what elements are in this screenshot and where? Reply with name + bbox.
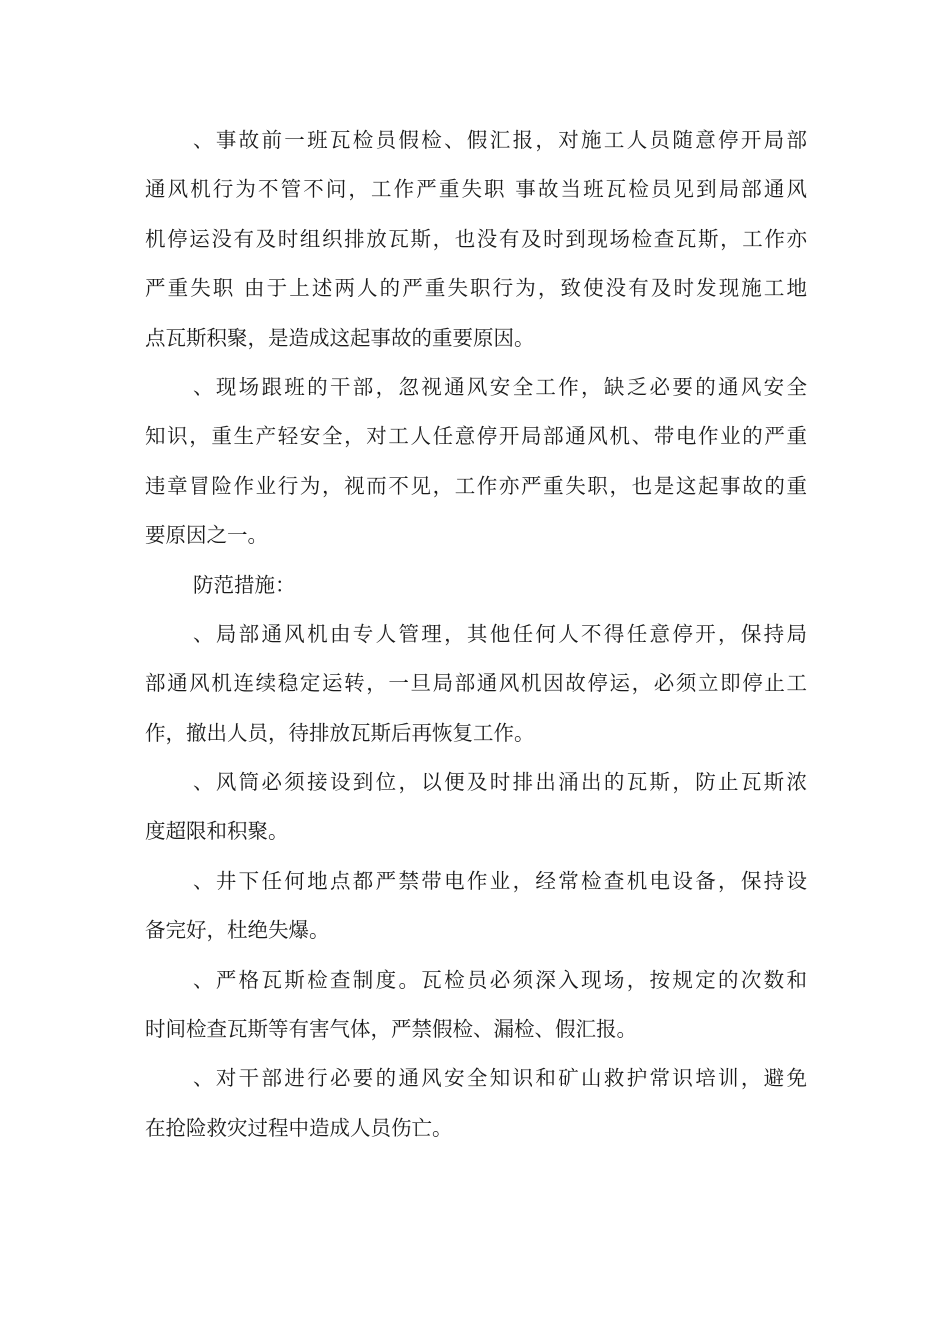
text-line: 要原因之一。 bbox=[145, 523, 268, 548]
text-line: 、风筒必须接设到位，以便及时排出涌出的瓦斯，防止瓦斯浓 bbox=[193, 770, 807, 795]
text-line: 、井下任何地点都严禁带电作业，经常检查机电设备，保持设 bbox=[193, 868, 807, 893]
text-line: 机停运没有及时组织排放瓦斯，也没有及时到现场检查瓦斯，工作亦 bbox=[145, 226, 807, 251]
paragraph-cause-gas-inspector bbox=[145, 116, 807, 363]
text-line: 、对干部进行必要的通风安全知识和矿山救护常识培训，避免 bbox=[193, 1066, 807, 1091]
paragraph-measure-live-work bbox=[145, 857, 807, 956]
text-line: 违章冒险作业行为，视而不见，工作亦严重失职，也是这起事故的重 bbox=[145, 473, 807, 498]
text-line: 通风机行为不管不问，工作严重失职 事故当班瓦检员见到局部通风 bbox=[145, 177, 807, 202]
text-line: 点瓦斯积聚，是造成这起事故的重要原因。 bbox=[145, 325, 535, 350]
document-body bbox=[145, 116, 807, 1153]
text-line: 在抢险救灾过程中造成人员伤亡。 bbox=[145, 1115, 453, 1140]
text-line: 部通风机连续稳定运转，一旦局部通风机因故停运，必须立即停止工 bbox=[145, 671, 807, 696]
text-line: 作，撤出人员，待排放瓦斯后再恢复工作。 bbox=[145, 720, 535, 745]
paragraph-measure-fan-management bbox=[145, 610, 807, 758]
section-heading-preventive-measures bbox=[145, 561, 807, 610]
text-line: 知识，重生产轻安全，对工人任意停开局部通风机、带电作业的严重 bbox=[145, 424, 807, 449]
paragraph-cause-cadre bbox=[145, 363, 807, 561]
text-line: 、事故前一班瓦检员假检、假汇报，对施工人员随意停开局部 bbox=[193, 128, 807, 152]
paragraph-measure-air-duct bbox=[145, 758, 807, 857]
text-line: 、现场跟班的干部，忽视通风安全工作，缺乏必要的通风安全 bbox=[193, 374, 807, 399]
text-line: 度超限和积聚。 bbox=[145, 819, 289, 844]
paragraph-measure-training bbox=[145, 1054, 807, 1153]
text-line: 防范措施： bbox=[193, 572, 296, 597]
paragraph-measure-gas-inspection bbox=[145, 956, 807, 1055]
text-line: 、局部通风机由专人管理，其他任何人不得任意停开，保持局 bbox=[193, 621, 807, 646]
text-line: 严重失职 由于上述两人的严重失职行为，致使没有及时发现施工地 bbox=[145, 276, 807, 301]
text-line: 备完好，杜绝失爆。 bbox=[145, 918, 330, 943]
text-line: 时间检查瓦斯等有害气体，严禁假检、漏检、假汇报。 bbox=[145, 1017, 637, 1042]
text-line: 、严格瓦斯检查制度。瓦检员必须深入现场，按规定的次数和 bbox=[193, 967, 807, 992]
